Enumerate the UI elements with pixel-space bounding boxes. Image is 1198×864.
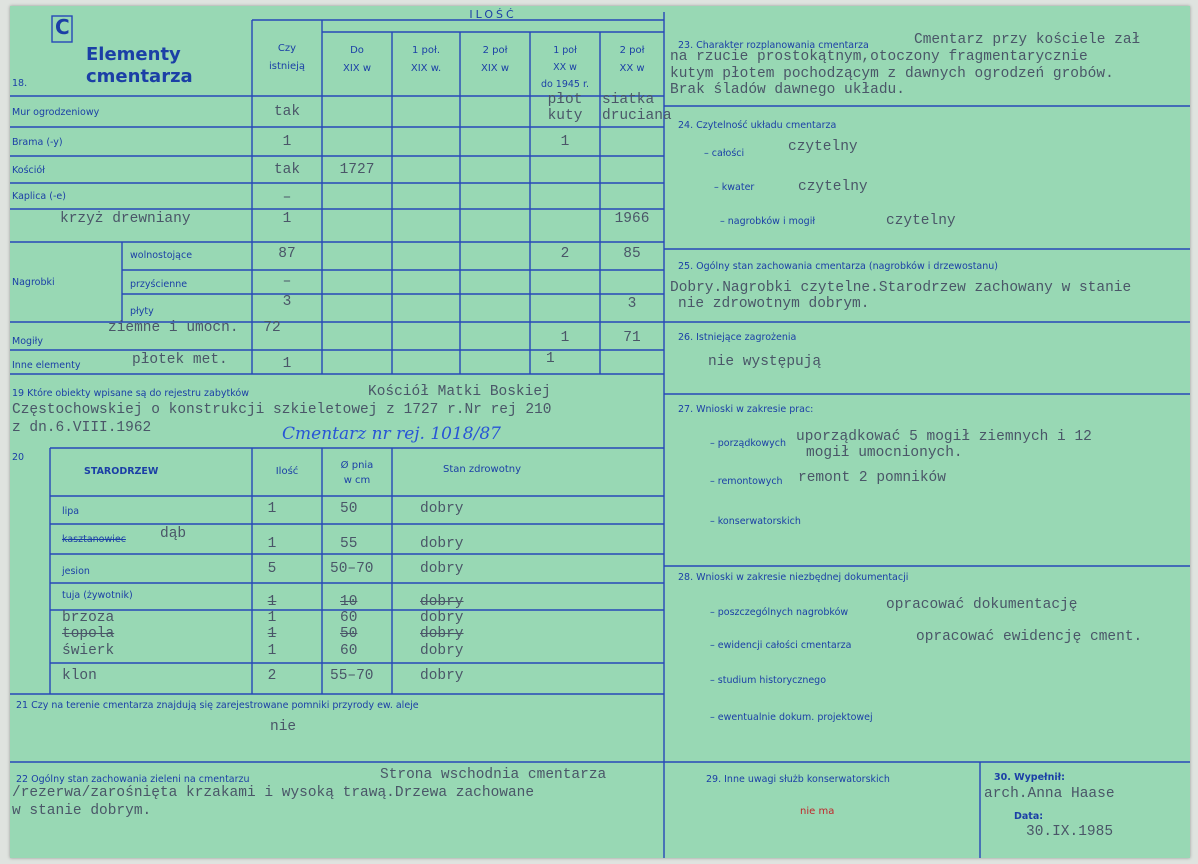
s30-date-label: Data:	[1014, 811, 1044, 822]
tree-name: lipa	[62, 506, 80, 517]
s24-label: 24. Czytelność układu cmentarza	[678, 120, 837, 131]
tree-qty: 2	[267, 668, 277, 684]
tree-typed-name: dąb	[160, 526, 187, 542]
row-label-chapel: Kaplica (-e)	[12, 191, 66, 202]
s21-label: 21 Czy na terenie cmentarza znajdują się zarejestrowane pomniki przyrody ew. aleje	[16, 700, 419, 711]
tree-health: dobry	[420, 501, 464, 517]
tree-qty: 1	[267, 626, 277, 642]
col-header-4: 2 poł XX w	[619, 45, 645, 74]
row-label-other: Inne elementy	[12, 360, 81, 371]
row-cross-c5: 1966	[614, 211, 650, 227]
tree-qty: 1	[267, 643, 277, 659]
tree-qty: 1	[267, 501, 277, 517]
col-header-3: 1 poł XX w do 1945 r.	[540, 45, 590, 90]
s24-item-value: czytelny	[886, 213, 956, 229]
row-church-c1: 1727	[339, 162, 375, 178]
s22-text-line2: /rezerwa/zarośnięta krzakami i wysoką trawą.Drzewa zachowane	[12, 785, 535, 801]
row-slabs-c5: 3	[627, 296, 637, 312]
tree-diam: 50–70	[330, 561, 374, 577]
s28-item-value: opracować dokumentację	[886, 597, 1078, 613]
s19-text-line2: Częstochowskiej o konstrukcji szkieletowej z 1727 r.Nr rej 210	[12, 402, 552, 418]
s30-date: 30.IX.1985	[1026, 824, 1114, 840]
row-label-wall: Mur ogrodzeniowy	[12, 107, 100, 118]
row-wall-c4: płot kuty	[547, 92, 583, 124]
s30-name: arch.Anna Haase	[984, 786, 1115, 802]
row-exists-wallmounted: –	[282, 274, 292, 290]
col-exists-header: Czy istnieją	[268, 43, 306, 72]
row-exists-church: tak	[273, 162, 301, 178]
s26-label: 26. Istniejące zagrożenia	[678, 332, 797, 343]
row-exists-gate: 1	[282, 134, 292, 150]
s30-label: 30. Wypełnił:	[994, 772, 1065, 783]
s22-text-line3: w stanie dobrym.	[12, 803, 152, 819]
trees-header-health: Stan zdrowotny	[443, 464, 521, 475]
trees-header-qty: Ilość	[275, 466, 299, 477]
row-number: 18.	[12, 78, 28, 89]
col-quantity-header: ILOŚĆ	[469, 8, 517, 21]
s19-text-line3: z dn.6.VIII.1962	[12, 420, 152, 436]
trees-header-name: STARODRZEW	[84, 466, 159, 477]
s25-text-line2: nie zdrowotnym dobrym.	[678, 296, 870, 312]
s27-item-label: – porządkowych	[710, 438, 786, 449]
s24-item-value: czytelny	[788, 139, 858, 155]
col-header-2: 2 poł XIX w	[480, 45, 509, 74]
table-title-line1: Elementy	[86, 44, 181, 65]
s19-label: 19 Które obiekty wpisane są do rejestru zabytków	[12, 388, 249, 399]
s19-text-line1: Kościół Matki Boskiej	[368, 384, 551, 400]
row-label-graves: Mogiły	[12, 336, 44, 347]
s28-item-value: opracować ewidencję cment.	[916, 629, 1143, 645]
s27-item-line: uporządkować 5 mogił ziemnych i 12	[796, 429, 1092, 445]
row-exists-freestanding: 87	[278, 246, 296, 262]
row-graves-typed: ziemne i umocn.	[108, 320, 239, 336]
tombs-group-label: Nagrobki	[12, 277, 55, 288]
tree-health: dobry	[420, 561, 464, 577]
row-exists-chapel: –	[282, 190, 292, 206]
s22-label: 22 Ogólny stan zachowania zieleni na cmentarzu	[16, 774, 250, 785]
col-header-1: 1 poł. XIX w.	[410, 45, 442, 74]
row-exists-graves: 72	[263, 320, 281, 336]
corner-mark: C	[55, 15, 70, 39]
s24-item-label: – kwater	[714, 182, 755, 193]
s23-text-line4: Brak śladów dawnego układu.	[670, 82, 905, 98]
row-label-church: Kościół	[12, 165, 45, 176]
s28-item-label: – ewentualnie dokum. projektowej	[710, 712, 873, 723]
tree-health: dobry	[420, 668, 464, 684]
row-label-slabs: płyty	[130, 306, 154, 317]
s24-item-label: – nagrobków i mogił	[720, 216, 816, 227]
trees-header-diam: Ø pnia w cm	[340, 460, 374, 486]
row-exists-wall: tak	[273, 104, 301, 120]
row-other-typed: płotek met.	[132, 352, 228, 368]
tree-diam: 60	[340, 610, 358, 626]
s21-text: nie	[270, 719, 297, 735]
row-exists-other: 1	[282, 356, 292, 372]
inventory-card	[10, 6, 1190, 858]
s27-label: 27. Wnioski w zakresie prac:	[678, 404, 814, 415]
s28-item-label: – poszczególnych nagrobków	[710, 607, 849, 618]
row-graves-c4: 1	[560, 330, 570, 346]
s29-label: 29. Inne uwagi służb konserwatorskich	[706, 774, 890, 785]
row-label-cross: krzyż drewniany	[60, 211, 191, 227]
tree-diam: 55–70	[330, 668, 374, 684]
tree-name: jesion	[62, 566, 90, 577]
tree-qty: 1	[267, 536, 277, 552]
col-header-0: Do XIX w	[342, 45, 371, 74]
s19-handwritten: Cmentarz nr rej. 1018/87	[282, 424, 501, 444]
s23-text-line3: kutym płotem pochodzącym z dawnych ogrodzeń grobów.	[670, 66, 1114, 82]
tree-name: brzoza	[62, 610, 115, 626]
s27-item-label: – remontowych	[710, 476, 783, 487]
s25-label: 25. Ogólny stan zachowania cmentarza (nagrobków i drzewostanu)	[678, 261, 999, 272]
s23-text-line1: Cmentarz przy kościele zał	[914, 32, 1141, 48]
tree-diam: 10	[340, 594, 358, 610]
s25-text-line1: Dobry.Nagrobki czytelne.Starodrzew zachowany w stanie	[670, 280, 1132, 296]
tree-name: klon	[62, 668, 97, 684]
tree-health: dobry	[420, 536, 464, 552]
row-freestanding-c4: 2	[560, 246, 570, 262]
s22-text-line1: Strona wschodnia cmentarza	[380, 767, 607, 783]
s27-item-line: mogił umocnionych.	[806, 445, 963, 461]
tree-name: świerk	[62, 643, 115, 659]
tree-name: kasztanowiec	[62, 534, 126, 545]
tree-diam: 50	[340, 626, 358, 642]
tree-health: dobry	[420, 626, 464, 642]
row-other-c4: 1	[546, 351, 555, 367]
table-title-line2: cmentarza	[86, 66, 193, 87]
tree-diam: 60	[340, 643, 358, 659]
tree-name: topola	[62, 626, 115, 642]
s29-text: nie ma	[800, 806, 835, 817]
tree-diam: 55	[340, 536, 358, 552]
s24-item-value: czytelny	[798, 179, 868, 195]
s28-item-label: – ewidencji całości cmentarza	[710, 640, 852, 651]
row-label-freestanding: wolnostojące	[130, 250, 193, 261]
row-wall-c5: siatka druciana	[602, 92, 672, 124]
row-exists-cross: 1	[282, 211, 292, 227]
s27-item-label: – konserwatorskich	[710, 516, 801, 527]
tree-health: dobry	[420, 610, 464, 626]
tree-qty: 1	[267, 610, 277, 626]
tree-qty: 5	[267, 561, 277, 577]
row-label-gate: Brama (-y)	[12, 137, 63, 148]
s23-text-line2: na rzucie prostokątnym,otoczony fragmentarycznie	[670, 49, 1088, 65]
s23-label: 23. Charakter rozplanowania cmentarza	[678, 40, 869, 51]
s28-label: 28. Wnioski w zakresie niezbędnej dokumentacji	[678, 572, 909, 583]
tree-qty: 1	[267, 594, 277, 610]
s28-item-label: – studium historycznego	[710, 675, 827, 686]
s27-item-line: remont 2 pomników	[798, 470, 946, 486]
row-gate-c4: 1	[560, 134, 570, 150]
row-freestanding-c5: 85	[623, 246, 641, 262]
tree-health: dobry	[420, 643, 464, 659]
row-exists-slabs: 3	[282, 294, 292, 310]
row-graves-c5: 71	[623, 330, 641, 346]
tree-diam: 50	[340, 501, 358, 517]
s24-item-label: – całości	[704, 148, 745, 159]
tree-name: tuja (żywotnik)	[62, 590, 133, 601]
s20-number: 20	[12, 452, 25, 463]
row-label-wallmounted: przyścienne	[130, 279, 188, 290]
s26-text: nie występują	[708, 354, 822, 370]
tree-health: dobry	[420, 594, 464, 610]
